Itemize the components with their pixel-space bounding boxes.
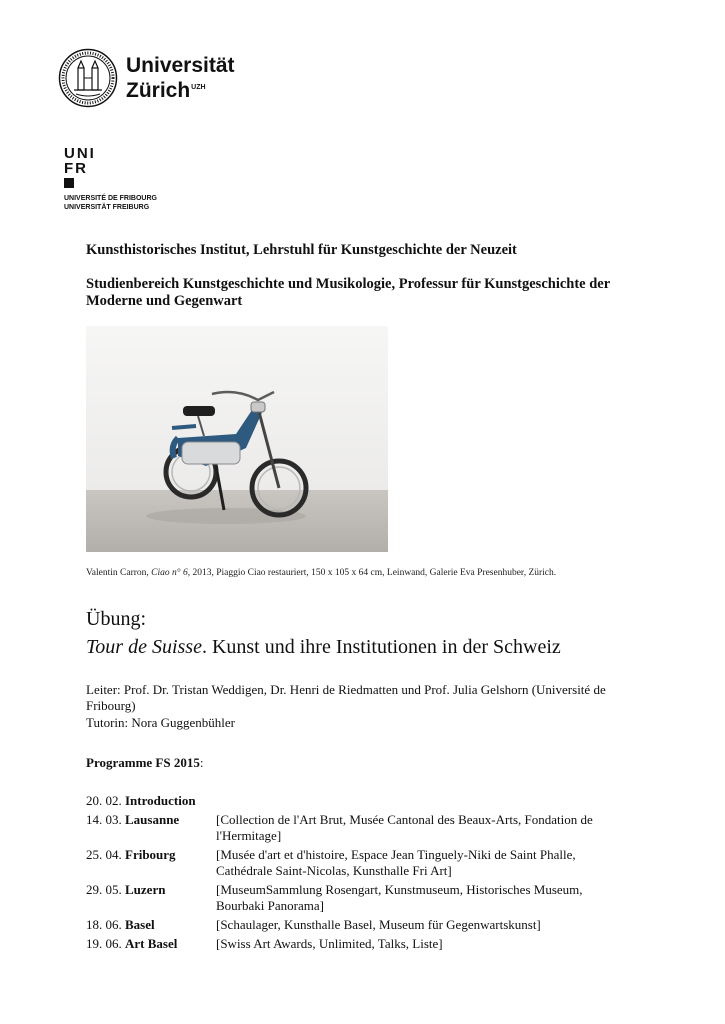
schedule-date: 29. 05. [86, 882, 122, 897]
unifr-square [64, 178, 74, 188]
schedule-place: Fribourg [125, 847, 176, 862]
schedule-detail: [Schaulager, Kunsthalle Basel, Museum für Gegenwartskunst] [216, 917, 541, 932]
schedule-detail: [Collection de l'Art Brut, Musée Cantonal des Beaux-Arts, Fondation de l'Hermitage] [216, 812, 593, 843]
uzh-logo [58, 48, 235, 108]
schedule-date: 18. 06. [86, 917, 122, 932]
caption-work-title: Ciao n° 6 [151, 568, 188, 578]
course-tutor: Tutorin: Nora Guggenbühler [86, 715, 236, 730]
unifr-logo [64, 146, 157, 212]
schedule-place: Luzern [125, 882, 166, 897]
unifr-mark-line2: FR [64, 160, 88, 177]
course-title-italic: Tour de Suisse [86, 636, 202, 658]
image-caption [86, 568, 556, 578]
schedule-row [86, 882, 626, 914]
unifr-name-de: UNIVERSITÄT FREIBURG [64, 204, 150, 211]
course-title [86, 635, 561, 659]
schedule-detail [216, 793, 626, 809]
institute-line-1: Kunsthistorisches Institut, Lehrstuhl für Kunstgeschichte der Neuzeit [86, 242, 517, 258]
schedule-date: 20. 02. [86, 793, 122, 808]
course-leaders: Leiter: Prof. Dr. Tristan Weddigen, Dr. Henri de Riedmatten und Prof. Julia Gelshorn (Université de Fribourg) [86, 682, 606, 713]
schedule-place: Art Basel [125, 936, 178, 951]
unifr-name-fr: UNIVERSITÉ DE FRIBOURG [64, 195, 157, 202]
course-type-heading: Übung: [86, 608, 146, 630]
schedule-place: Introduction [125, 793, 196, 808]
schedule-row [86, 936, 626, 952]
schedule-detail: [Musée d'art et d'histoire, Espace Jean Tinguely-Niki de Saint Phalle, Cathédrale Saint-Nicolas, Kunsthalle Fri Art] [216, 847, 576, 878]
unifr-mark-line1: UNI [64, 145, 96, 162]
schedule-detail: [Swiss Art Awards, Unlimited, Talks, Liste] [216, 936, 443, 951]
schedule-row [86, 917, 626, 933]
schedule-date: 19. 06. [86, 936, 122, 951]
schedule-row [86, 812, 626, 844]
programme-heading-colon: : [199, 755, 204, 770]
caption-details: , 2013, Piaggio Ciao restauriert, 150 x 105 x 64 cm, Leinwand, Galerie Eva Presenhuber, Zürich. [187, 568, 557, 578]
uzh-abbreviation: UZH [191, 83, 206, 91]
institute-line-2: Studienbereich Kunstgeschichte und Musikologie, Professur für Kunstgeschichte der Moderne und Gegenwart [86, 276, 610, 309]
artwork-photo [86, 326, 388, 552]
caption-artist: Valentin Carron, [86, 568, 152, 578]
schedule-date: 25. 04. [86, 847, 122, 862]
uzh-name-line2: Zürich [126, 78, 191, 102]
schedule-date: 14. 03. [86, 812, 122, 827]
schedule-place: Lausanne [125, 812, 180, 827]
schedule-row [86, 793, 626, 809]
programme-heading-bold: Programme FS 2015 [86, 755, 200, 770]
schedule-row [86, 847, 626, 879]
course-title-rest: . Kunst und ihre Institutionen in der Schweiz [201, 636, 561, 658]
uzh-seal-icon [58, 48, 118, 108]
schedule-place: Basel [125, 917, 155, 932]
schedule-list [86, 793, 626, 955]
schedule-detail: [MuseumSammlung Rosengart, Kunstmuseum, Historisches Museum, Bourbaki Panorama] [216, 882, 583, 913]
uzh-name-line1: Universität [126, 53, 235, 77]
programme-heading [86, 755, 203, 771]
